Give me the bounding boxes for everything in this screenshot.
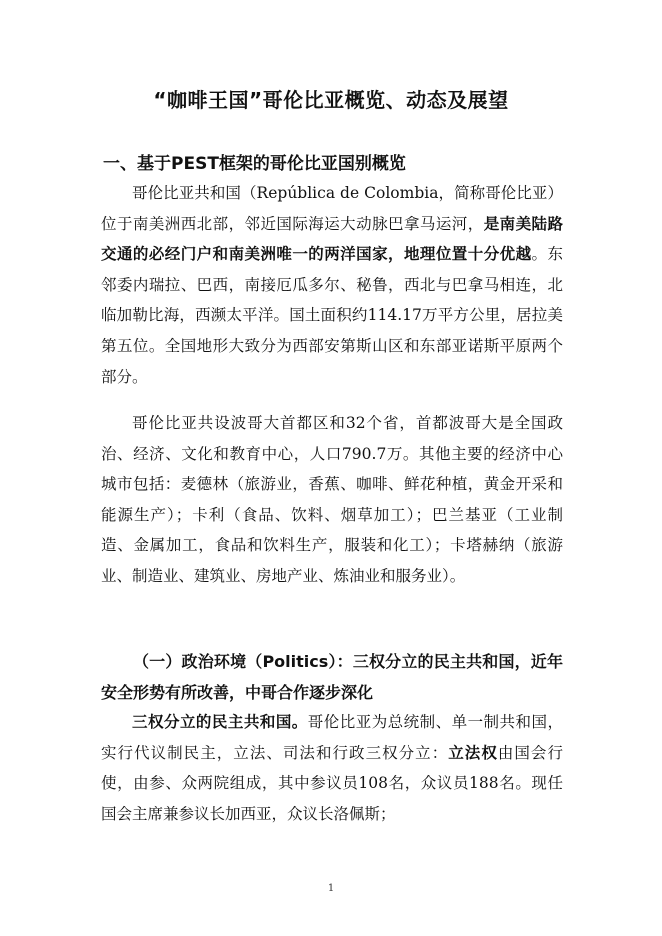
section-heading: 一、基于PEST框架的哥伦比亚国别概览	[103, 154, 406, 174]
paragraph-geography	[101, 178, 563, 392]
paragraph-politics	[101, 707, 563, 829]
emphasis-text: 是南美陆路交通的必经门户和南美洲唯一的两洋国家，地理位置十分优越	[101, 214, 563, 264]
paragraph-text: 哥伦比亚为总统制、单一制共和国，实行代议制民主，立法、司法和行政三权分立：	[101, 713, 563, 762]
emphasis-text: 立法权	[448, 743, 498, 762]
subsection-heading: （一）政治环境（Politics）：三权分立的民主共和国，近年安全形势有所改善，中哥合作逐步深化	[101, 652, 563, 702]
paragraph-text: 哥伦比亚共和国（República de Colombia，简称哥伦比亚）位于南美洲西北部，邻近国际海运大动脉巴拿马运河，	[101, 184, 563, 233]
paragraph-text: 由国会行使，由参、众两院组成，其中参议员108名，众议员188名。现任国会主席兼参议长加西亚，众议长洛佩斯；	[101, 743, 563, 823]
page-number: 1	[327, 883, 335, 894]
paragraph-cities	[101, 408, 563, 592]
paragraph-text: 。东邻委内瑞拉、巴西，南接厄瓜多尔、秘鲁，西北与巴拿马相连，北临加勒比海，西濒太平洋。国土面积约114.17万平方公里，居拉美第五位。全国地形大致分为西部安第斯山区和东部亚诺斯平原两个部分。	[101, 245, 563, 386]
emphasis-text: 三权分立的民主共和国。	[132, 713, 308, 731]
paragraph-text: 哥伦比亚共设波哥大首都区和32个省，首都波哥大是全国政治、经济、文化和教育中心，人口790.7万。其他主要的经济中心城市包括：麦德林（旅游业，香蕉、咖啡、鲜花种植，黄金开采和能源生产）；卡利（食品、饮料、烟草加工）；巴兰基亚（工业制造、金属加工，食品和饮料生产，服装和化工）；卡塔赫纳（旅游业、制造业、建筑业、房地产业、炼油业和服务业）。	[101, 414, 563, 585]
document-title: “咖啡王国”哥伦比亚概览、动态及展望	[153, 88, 509, 112]
